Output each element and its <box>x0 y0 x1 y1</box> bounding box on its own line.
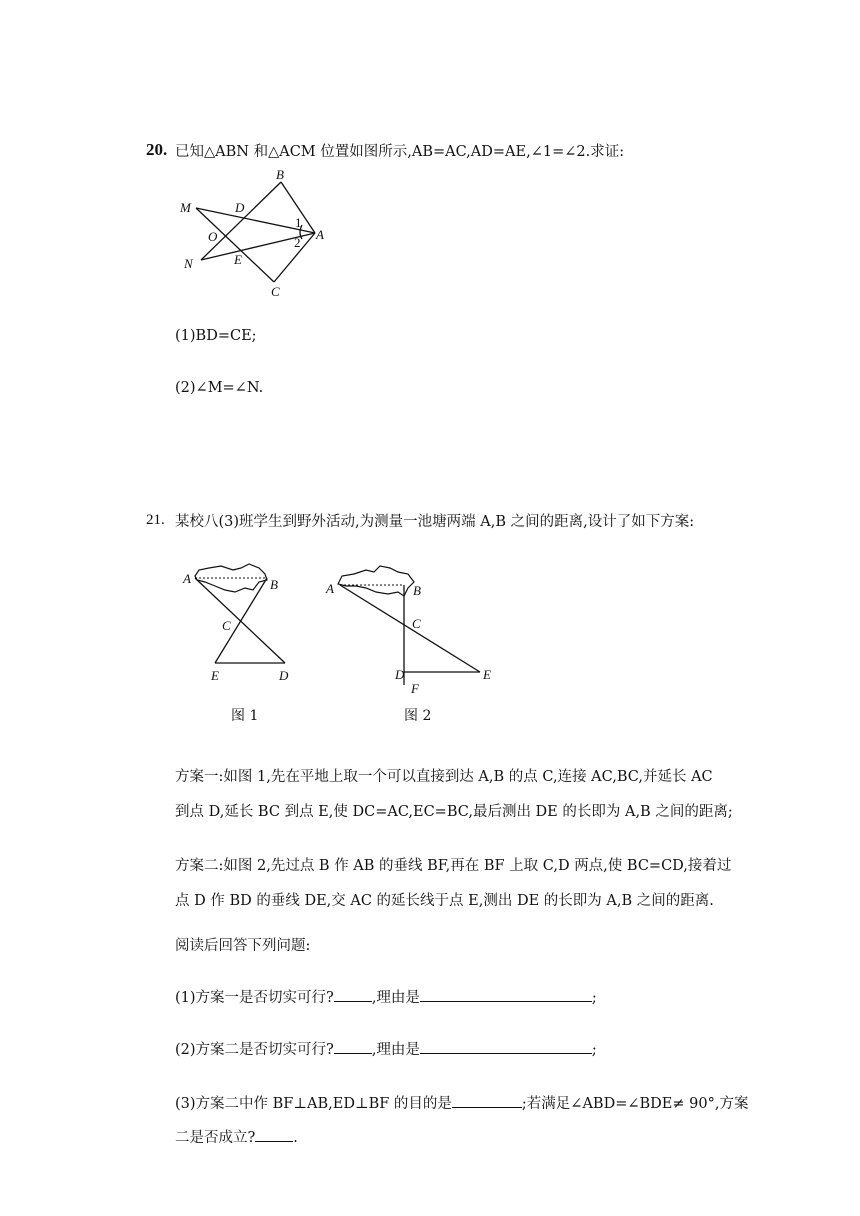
question-21-number: 21. <box>146 512 165 528</box>
question-20-stem: 已知△ABN 和△ACM 位置如图所示,AB=AC,AD=AE,∠1=∠2.求证: <box>175 144 625 160</box>
plan-one-line-1: 方案一:如图 1,先在平地上取一个可以直接到达 A,B 的点 C,连接 AC,BC,并延长 AC <box>175 769 713 785</box>
plan-one-line-2: 到点 D,延长 BC 到点 E,使 DC=AC,EC=BC,最后测出 DE 的长即为 A,B 之间的距离; <box>175 804 733 820</box>
figure-q20-triangles <box>170 165 340 300</box>
plan-two-line-2: 点 D 作 BD 的垂线 DE,交 AC 的延长线于点 E,测出 DE 的长即为 A,B 之间的距离. <box>175 893 714 909</box>
sub-question-3-end: . <box>293 1130 298 1146</box>
answer-blank-1a[interactable] <box>334 987 372 1002</box>
sub-question-1-text: (1)方案一是否切实可行? <box>175 990 334 1006</box>
fig1-label-A: A <box>183 571 191 586</box>
sub-question-1 <box>175 987 597 1008</box>
label-O: O <box>208 229 218 244</box>
fig2-label-B: B <box>413 583 421 598</box>
sub-question-2-end: ; <box>591 1042 597 1058</box>
fig2-label-A: A <box>326 581 334 596</box>
answer-blank-2a[interactable] <box>334 1039 372 1054</box>
figure-2-plan-two <box>320 560 505 730</box>
fig1-label-D: D <box>279 668 289 683</box>
fig2-label-F: F <box>411 681 419 696</box>
fig1-label-C: C <box>222 618 231 633</box>
question-20-part-1: (1)BD=CE; <box>175 328 257 344</box>
figure-1-plan-one <box>175 560 315 730</box>
label-A: A <box>316 227 324 242</box>
sub-question-1-end: ; <box>591 990 597 1006</box>
answer-blank-2b[interactable] <box>420 1039 592 1054</box>
figure-2-lines <box>340 585 480 685</box>
question-20-number: 20. <box>146 140 168 159</box>
fig2-caption: 图 2 <box>404 708 432 724</box>
sub-question-2 <box>175 1039 597 1060</box>
read-prompt: 阅读后回答下列问题: <box>175 938 311 954</box>
plan-two-line-1: 方案二:如图 2,先过点 B 作 AB 的垂线 BF,再在 BF 上取 C,D 两点,使 BC=CD,接着过 <box>175 858 732 874</box>
sub-question-3-line-2 <box>175 1127 298 1148</box>
sub-question-3-text: (3)方案二中作 BF⊥AB,ED⊥BF 的目的是 <box>175 1096 452 1112</box>
sub-question-2-text: (2)方案二是否切实可行? <box>175 1042 334 1058</box>
label-D: D <box>235 200 245 215</box>
answer-blank-3a[interactable] <box>452 1093 522 1108</box>
sub-question-1-reason-label: ,理由是 <box>371 990 420 1006</box>
answer-blank-3b[interactable] <box>255 1127 293 1142</box>
fig2-label-E: E <box>483 667 491 682</box>
sub-question-3-condition: ;若满足∠ABD=∠BDE≠ 90°,方案 <box>521 1096 749 1112</box>
fig1-label-E: E <box>211 668 219 683</box>
label-M: M <box>180 200 191 215</box>
fig1-caption: 图 1 <box>231 708 259 724</box>
question-20-part-2: (2)∠M=∠N. <box>175 380 264 396</box>
sub-question-3-ask: 二是否成立? <box>175 1130 256 1146</box>
segment-BN <box>201 182 281 260</box>
question-21-stem: 某校八(3)班学生到野外活动,为测量一池塘两端 A,B 之间的距离,设计了如下方案: <box>175 514 695 530</box>
fig2-label-D: D <box>395 667 405 682</box>
label-angle-1: 1 <box>295 215 302 230</box>
answer-blank-1b[interactable] <box>420 987 592 1002</box>
label-C: C <box>271 284 280 299</box>
label-B: B <box>276 167 284 182</box>
label-angle-2: 2 <box>294 235 301 250</box>
label-N: N <box>184 256 193 271</box>
segment-AE <box>340 585 480 672</box>
sub-question-3-line-1 <box>175 1093 748 1114</box>
fig1-label-B: B <box>270 577 278 592</box>
fig2-label-C: C <box>412 616 421 631</box>
sub-question-2-reason-label: ,理由是 <box>371 1042 420 1058</box>
label-E: E <box>234 252 242 267</box>
